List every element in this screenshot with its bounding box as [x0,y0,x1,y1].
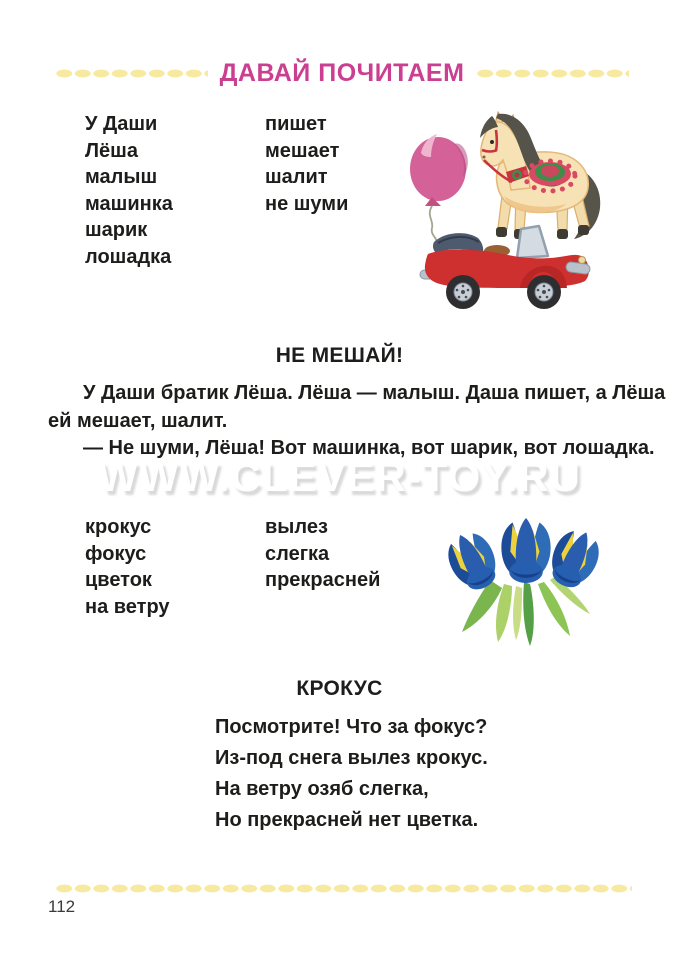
word-item: пишет [265,113,327,135]
story-line: — Не шуми, Лёша! Вот машинка, вот шарик, вот лошадка. [83,437,655,459]
watermark: WWW.CLEVER-TOY.RU [98,453,581,500]
word-item: Лёша [85,139,138,162]
word-list-2 [85,514,380,620]
word-item: фокус [85,542,147,565]
word-item: мешает [265,139,340,162]
word-item: на ветру [85,595,170,618]
crocus-flower [543,523,607,594]
page-header [55,58,629,88]
car-wheel [527,275,561,309]
word-item: шалит [265,166,328,188]
word-item: не шуми [265,192,349,215]
car-wheel [446,275,480,309]
word-item: малыш [85,166,158,188]
poem-line: Посмотрите! Что за фокус? [215,716,488,738]
word-item: шарик [85,219,148,241]
crocus-illustration [438,502,618,657]
word-item: цветок [85,569,152,591]
dotted-divider-bottom [55,884,632,893]
word-item: слегка [265,542,330,565]
story-line: У Даши братик Лёша. Лёша — малыш. Даша пишет, а Лёша [83,382,666,404]
dotted-divider-right [476,69,629,78]
poem-title: КРОКУС [296,677,383,700]
word-column-left [85,514,265,620]
word-item: У Даши [85,113,158,135]
word-column-left [85,111,265,270]
page-number: 112 [48,897,76,916]
poem-line: На ветру озяб слегка, [215,778,429,800]
story-title: НЕ МЕШАЙ! [275,344,404,367]
poem-text [215,712,488,836]
word-item: вылез [265,516,328,538]
poem-line: Но прекрасней нет цветка. [215,809,479,831]
word-item: крокус [85,516,152,538]
crocus-flower [501,518,550,583]
story-text [48,380,666,463]
car-headlight [579,257,586,264]
story-line: ей мешает, шалит. [48,409,228,432]
word-item: лошадка [85,245,172,268]
word-list-1 [85,111,348,270]
word-column-right [265,514,380,620]
horse-eye [490,140,494,144]
toy-scene-illustration [400,100,632,322]
poem-line: Из-под снега вылез крокус. [215,747,488,769]
word-item: машинка [85,192,173,215]
word-item: прекрасней [265,569,381,591]
word-column-right [265,111,348,270]
section-title: ДАВАЙ ПОЧИТАЕМ [219,58,465,87]
car-windshield [517,226,548,258]
dotted-divider-left [55,69,208,78]
